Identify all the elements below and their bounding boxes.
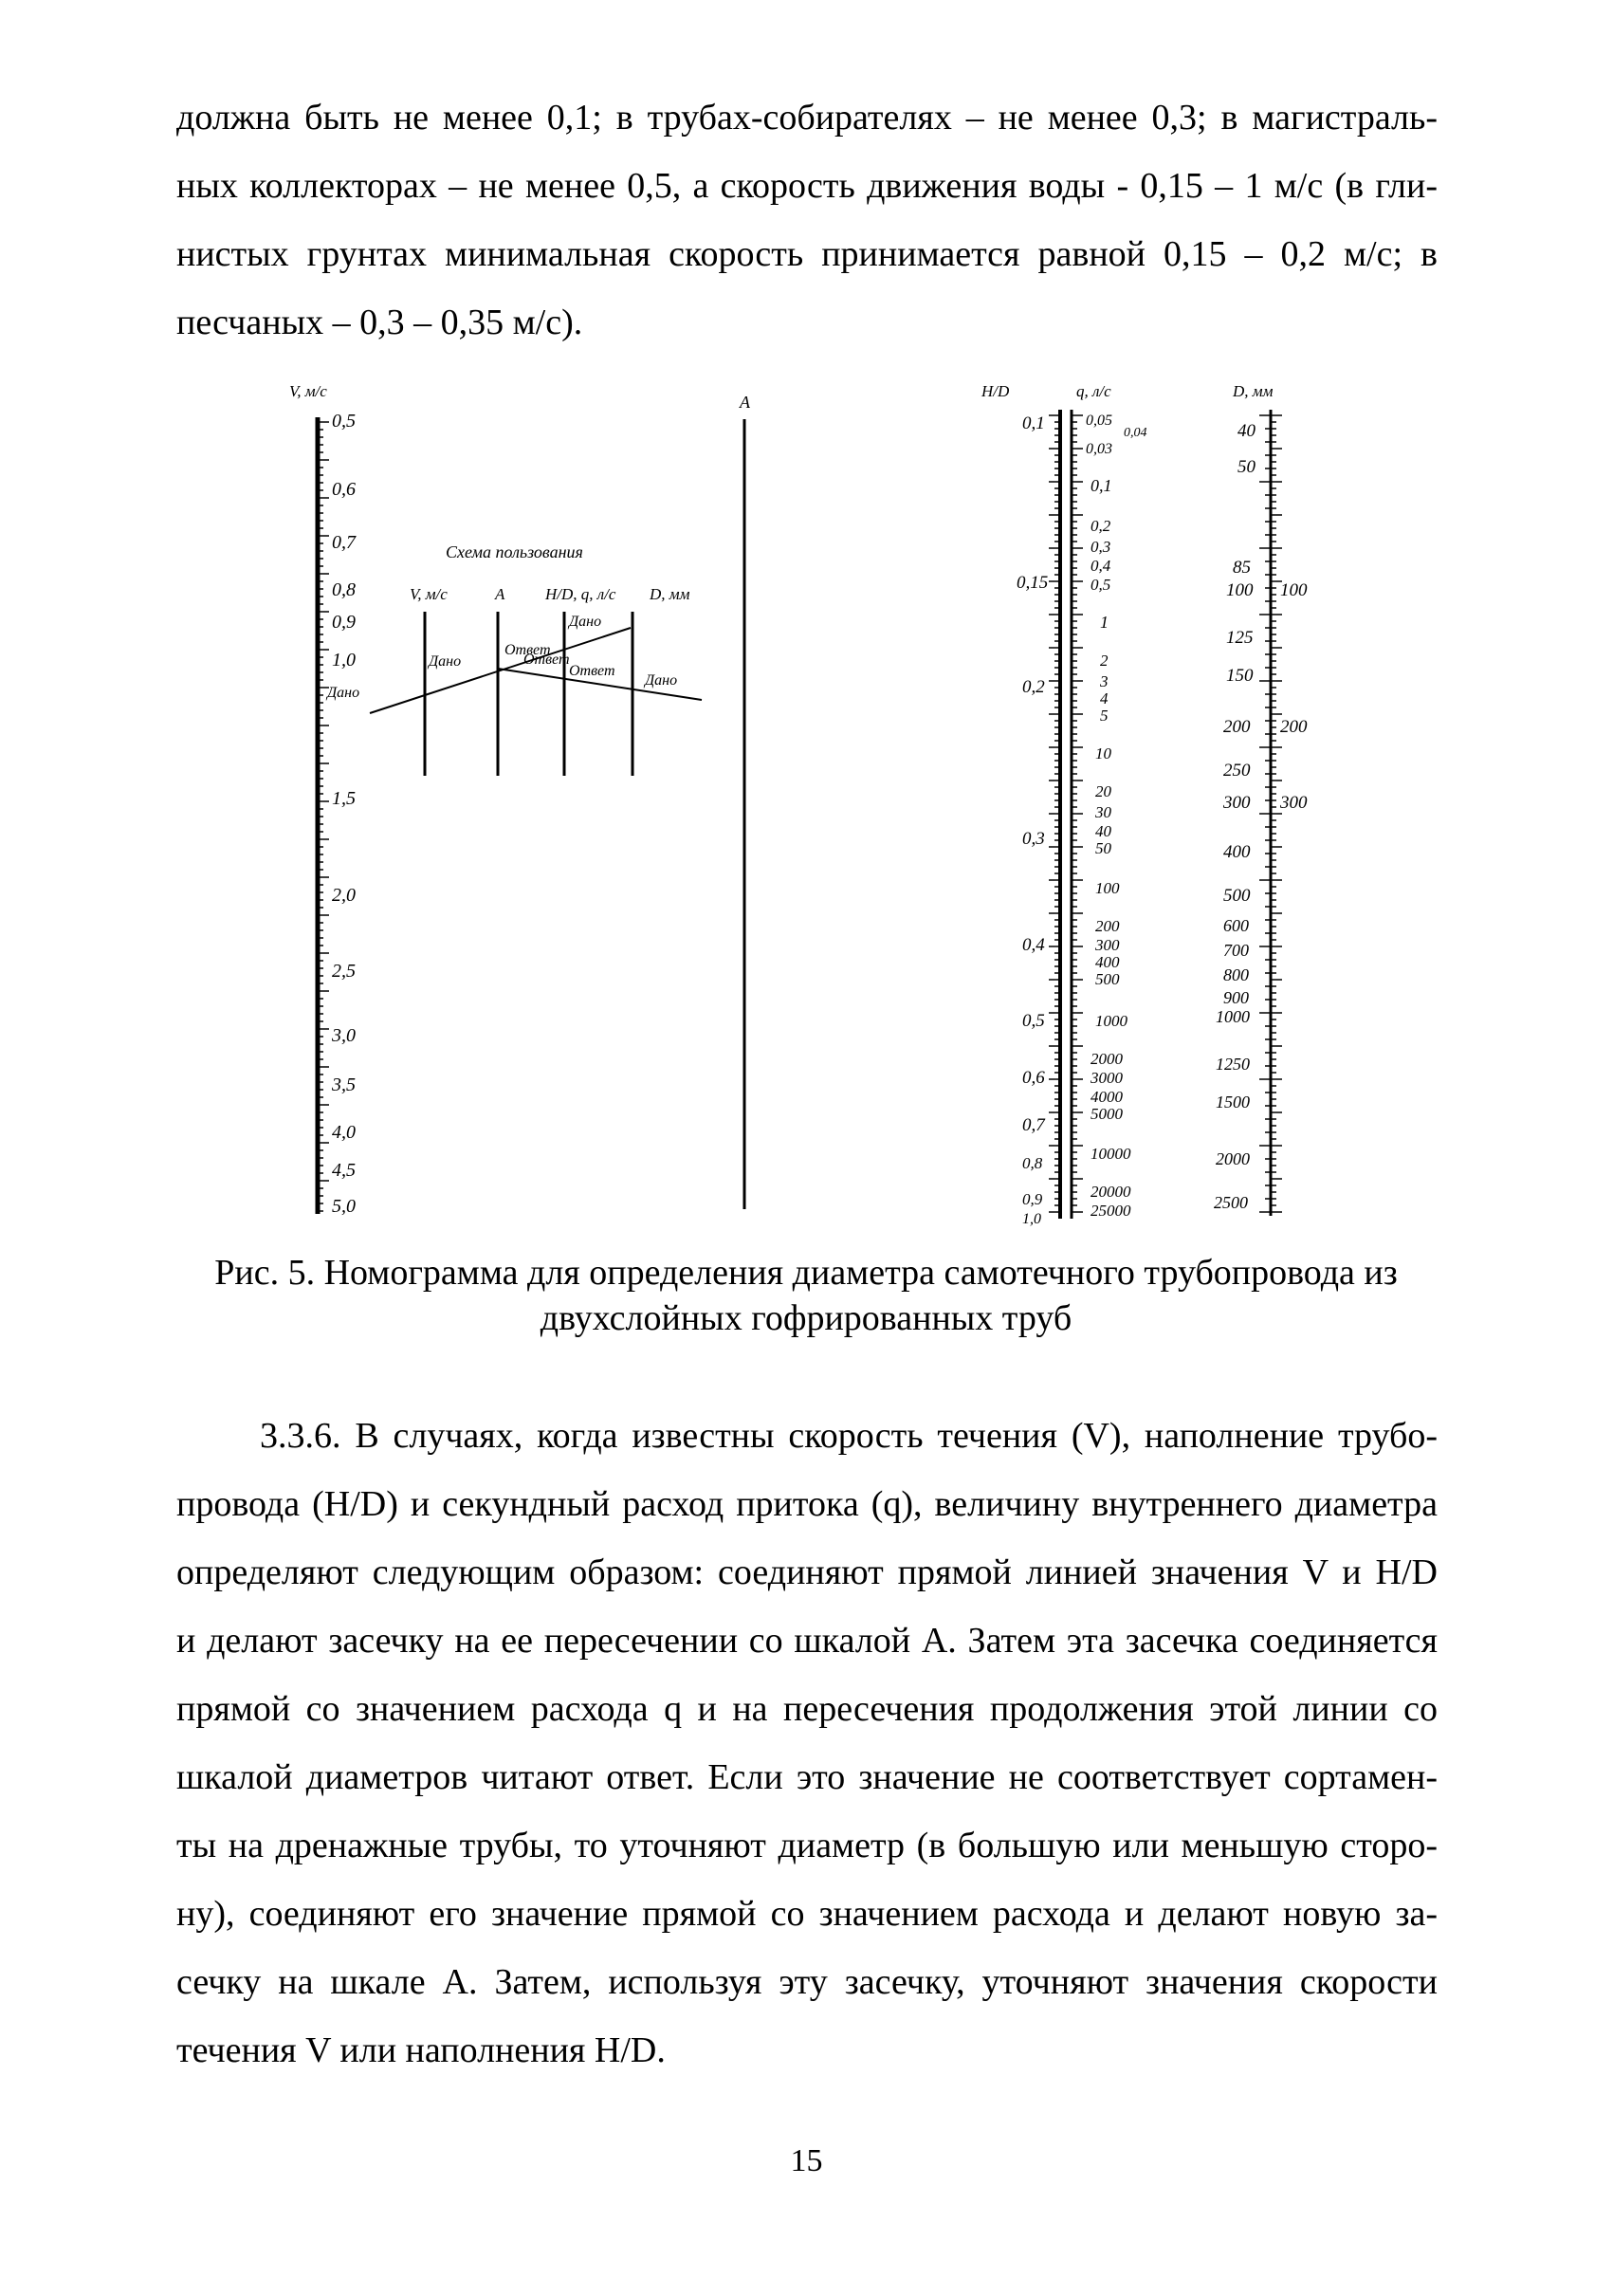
q-tick-label: 0,5 xyxy=(1091,576,1111,594)
scheme-col-d: D, мм xyxy=(650,585,690,603)
page-number: 15 xyxy=(790,2143,823,2178)
hd-tick-label: 0,1 xyxy=(1022,413,1045,433)
v-tick-label: 0,8 xyxy=(332,579,356,600)
d-tick-label: 500 xyxy=(1223,886,1251,906)
d-tick-label: 700 xyxy=(1223,941,1249,960)
q-tick-label: 5 xyxy=(1100,707,1109,725)
d-tick-label-right: 200 xyxy=(1280,717,1308,737)
q-tick-label: 0,05 xyxy=(1086,413,1112,429)
q-tick-label: 400 xyxy=(1095,953,1120,971)
scale-d-minor-ticks xyxy=(1259,415,1282,1212)
scheme-title: Схема пользования xyxy=(446,542,583,561)
q-tick-label: 4000 xyxy=(1091,1088,1123,1106)
scale-q-title: q, л/с xyxy=(1076,382,1111,400)
hd-tick-label: 0,5 xyxy=(1022,1011,1045,1031)
v-tick-label: 4,5 xyxy=(332,1160,356,1181)
scheme-label-given: Дано xyxy=(327,685,360,701)
q-tick-label: 0,4 xyxy=(1091,557,1111,575)
q-tick-label: 30 xyxy=(1095,803,1111,821)
d-tick-label: 1250 xyxy=(1216,1055,1250,1074)
d-tick-label: 800 xyxy=(1223,965,1249,984)
hd-tick-label: 1,0 xyxy=(1022,1211,1041,1227)
hd-tick-label: 0,6 xyxy=(1022,1068,1045,1088)
scheme-label-given: Дано xyxy=(429,653,462,670)
d-tick-label: 100 xyxy=(1226,580,1254,600)
v-tick-label: 2,5 xyxy=(332,961,356,982)
text-line: шкалой диаметров читают ответ. Если это значение не соответствует сортамен- xyxy=(176,1757,1438,1797)
q-tick-label: 100 xyxy=(1095,879,1120,897)
v-tick-label: 5,0 xyxy=(332,1196,356,1217)
scheme-label-answer: Ответ xyxy=(523,652,570,668)
scale-d xyxy=(1214,382,1308,1216)
text-line: и делают засечку на ее пересечении со шкалой А. Затем эта засечка соединяется xyxy=(176,1621,1438,1661)
usage-scheme xyxy=(325,542,702,776)
q-tick-label: 0,3 xyxy=(1091,538,1111,556)
text-line: сечку на шкале А. Затем, используя эту засечку, уточняют значения скорости xyxy=(176,1962,1438,2002)
d-tick-label: 300 xyxy=(1223,793,1251,813)
scheme-label-given: Дано xyxy=(645,672,678,689)
d-tick-label: 40 xyxy=(1237,421,1256,441)
scheme-label-answer: Ответ xyxy=(569,663,615,679)
caption-line: двухслойных гофрированных труб xyxy=(540,1298,1072,1338)
d-tick-label: 125 xyxy=(1226,628,1254,648)
text-line: течения V или наполнения H/D. xyxy=(176,2030,666,2070)
q-tick-label: 1000 xyxy=(1095,1012,1127,1030)
scale-v-title: V, м/с xyxy=(289,382,327,400)
text-line: ных коллекторах – не менее 0,5, а скорость движения воды - 0,15 – 1 м/с (в гли- xyxy=(176,166,1438,206)
d-tick-label: 150 xyxy=(1226,666,1254,686)
q-tick-label: 25000 xyxy=(1091,1202,1131,1220)
scheme-col-a: А xyxy=(495,585,505,603)
text-line: 3.3.6. В случаях, когда известны скорость течения (V), наполнение трубо- xyxy=(260,1416,1438,1456)
v-tick-label: 4,0 xyxy=(332,1122,356,1143)
scale-hd-minor-ticks xyxy=(1049,415,1060,1212)
v-tick-label: 3,0 xyxy=(332,1025,356,1046)
q-tick-label: 2 xyxy=(1100,652,1109,670)
text-line: прямой со значением расхода q и на пересечения продолжения этой линии со xyxy=(176,1689,1438,1729)
v-tick-label: 0,5 xyxy=(332,411,356,432)
hd-tick-label: 0,2 xyxy=(1022,677,1045,697)
hd-tick-label: 0,4 xyxy=(1022,935,1045,955)
d-tick-label-right: 300 xyxy=(1280,793,1308,813)
q-tick-label: 40 xyxy=(1095,822,1111,840)
v-tick-label: 3,5 xyxy=(332,1075,356,1095)
d-tick-label: 400 xyxy=(1223,842,1251,862)
d-tick-label-right: 100 xyxy=(1280,580,1308,600)
d-tick-label: 250 xyxy=(1223,761,1251,781)
v-tick-label: 0,9 xyxy=(332,612,356,633)
scheme-label-given: Дано xyxy=(569,614,602,630)
d-tick-label: 2000 xyxy=(1216,1149,1250,1168)
q-tick-label: 50 xyxy=(1095,839,1111,857)
scale-a xyxy=(739,393,751,1209)
q-tick-label: 5000 xyxy=(1091,1105,1123,1123)
d-tick-label: 50 xyxy=(1237,457,1256,477)
q-tick-label: 4 xyxy=(1100,689,1109,707)
scale-v xyxy=(289,382,360,1217)
hd-tick-label: 0,7 xyxy=(1022,1115,1045,1135)
q-tick-label: 200 xyxy=(1095,917,1120,935)
d-tick-label: 900 xyxy=(1223,988,1249,1007)
hd-tick-label: 0,8 xyxy=(1022,1154,1043,1172)
q-tick-label: 0,1 xyxy=(1091,476,1112,495)
text-line: нистых грунтах минимальная скорость принимается равной 0,15 – 0,2 м/с; в xyxy=(176,234,1438,274)
d-tick-label: 85 xyxy=(1233,558,1251,578)
text-line: провода (H/D) и секундный расход притока (q), величину внутреннего диаметра xyxy=(176,1484,1438,1524)
q-tick-label: 0,04 xyxy=(1124,426,1147,440)
text-line: ну), соединяют его значение прямой со значением расхода и делают новую за- xyxy=(176,1894,1438,1934)
q-tick-label: 2000 xyxy=(1091,1050,1123,1068)
scale-hd-title: H/D xyxy=(981,382,1010,400)
hd-tick-label: 0,15 xyxy=(1017,573,1049,593)
scale-q-minor-ticks xyxy=(1072,415,1083,1212)
v-tick-label: 1,5 xyxy=(332,788,356,809)
d-tick-label: 600 xyxy=(1223,916,1249,935)
q-tick-label: 300 xyxy=(1095,936,1120,954)
scale-a-title: А xyxy=(740,393,750,412)
scale-d-title: D, мм xyxy=(1233,382,1274,400)
v-tick-label: 0,6 xyxy=(332,479,356,500)
figure-caption xyxy=(142,1250,1470,1341)
text-line: определяют следующим образом: соединяют прямой линией значения V и H/D xyxy=(176,1552,1438,1592)
q-tick-label: 1 xyxy=(1100,613,1109,632)
q-tick-label: 20000 xyxy=(1091,1183,1131,1201)
q-tick-label: 0,03 xyxy=(1086,441,1112,457)
d-tick-label: 200 xyxy=(1223,717,1251,737)
scale-hd xyxy=(981,382,1060,1227)
q-tick-label: 500 xyxy=(1095,970,1120,988)
scheme-col-v: V, м/с xyxy=(410,585,448,603)
q-tick-label: 10 xyxy=(1095,744,1111,762)
text-line: ты на дренажные трубы, то уточняют диаметр (в большую или меньшую сторо- xyxy=(176,1826,1438,1865)
v-tick-label: 0,7 xyxy=(332,532,356,553)
hd-tick-label: 0,9 xyxy=(1022,1190,1043,1208)
scheme-label-answer: Ответ xyxy=(504,642,551,658)
text-line: песчаных – 0,3 – 0,35 м/с). xyxy=(176,303,583,342)
q-tick-label: 20 xyxy=(1095,782,1111,800)
v-tick-label: 1,0 xyxy=(332,650,356,670)
d-tick-label: 1500 xyxy=(1216,1093,1250,1111)
paragraph-bottom xyxy=(176,1402,1438,2085)
q-tick-label: 0,2 xyxy=(1091,517,1111,535)
q-tick-label: 3000 xyxy=(1091,1069,1123,1087)
q-tick-label: 10000 xyxy=(1091,1145,1131,1163)
d-tick-label: 2500 xyxy=(1214,1193,1248,1212)
scale-q xyxy=(1072,382,1147,1220)
scheme-col-hdq: H/D, q, л/с xyxy=(545,585,616,603)
v-tick-label: 2,0 xyxy=(332,885,356,906)
hd-tick-label: 0,3 xyxy=(1022,829,1045,849)
d-tick-label: 1000 xyxy=(1216,1007,1250,1026)
q-tick-label: 3 xyxy=(1100,672,1109,690)
text-line: должна быть не менее 0,1; в трубах-собирателях – не менее 0,3; в магистраль- xyxy=(176,98,1438,138)
caption-line: Рис. 5. Номограмма для определения диаметра самотечного трубопровода из xyxy=(214,1253,1398,1293)
